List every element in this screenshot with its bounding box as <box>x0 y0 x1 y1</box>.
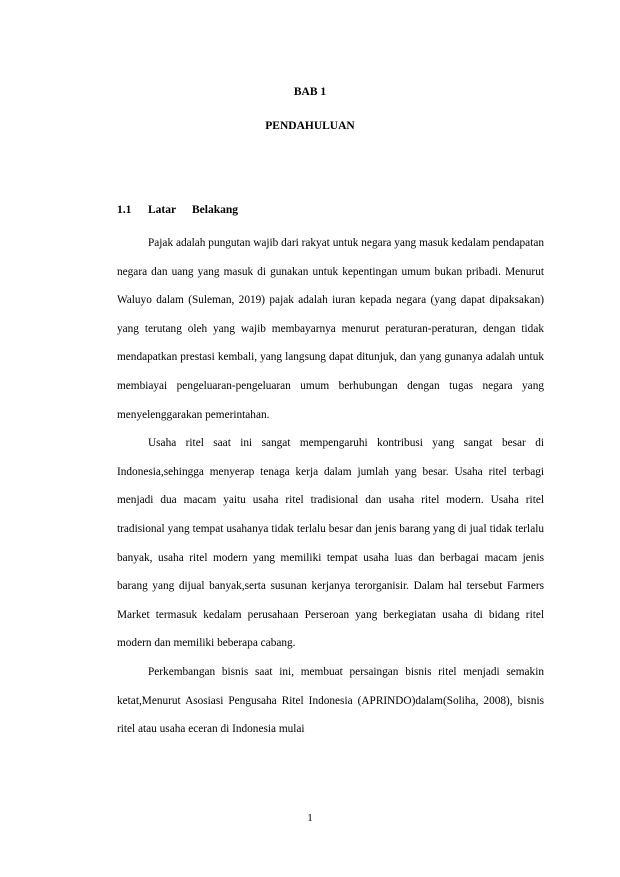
chapter-number: BAB 1 <box>293 86 327 98</box>
page-number: 1 <box>307 812 313 824</box>
section-heading <box>117 204 238 216</box>
chapter-title: PENDAHULUAN <box>265 120 355 132</box>
section-number: 1.1 <box>117 204 132 216</box>
body-text <box>117 229 544 744</box>
paragraph-usaha-ritel: Usaha ritel saat ini sangat mempengaruhi kontribusi yang sangat besar di Indonesia,sehingga menyerap tenaga kerja dalam jumlah yang besar. Usaha ritel terbagi menjadi dua macam yaitu usaha ritel tradisional dan usaha ritel modern. Usaha ritel tradisional yang tempat usahanya tidak terlalu besar dan jenis barang yang di jual tidak terlalu banyak, usaha ritel modern yang memiliki tempat usaha luas dan berbagai macam jenis barang yang dijual banyak,serta susunan kerjanya terorganisir. Dalam hal tersebut Farmers Market termasuk kedalam perusahaan Perseroan yang berkegiatan usaha di bidang ritel modern dan memiliki beberapa cabang. <box>117 437 544 650</box>
paragraph-pajak: Pajak adalah pungutan wajib dari rakyat untuk negara yang masuk kedalam pendapatan negara dan uang yang masuk di gunakan untuk kepentingan umum bukan pribadi. Menurut Waluyo dalam (Suleman, 2019) pajak adalah iuran kepada negara (yang dapat dipaksakan) yang terutang oleh yang wajib membayarnya menurut peraturan-peraturan, dengan tidak mendapatkan prestasi kembali, yang langsung dapat ditunjuk, dan yang gunanya adalah untuk membiayai pengeluaran-pengeluaran umum berhubungan dengan tugas negara yang menyelenggarakan pemerintahan. <box>117 237 544 421</box>
paragraph-perkembangan-bisnis: Perkembangan bisnis saat ini, membuat persaingan bisnis ritel menjadi semakin ketat,Menurut Asosiasi Pengusaha Ritel Indonesia (APRINDO)dalam(Soliha, 2008), bisnis ritel atau usaha eceran di Indonesia mulai <box>117 665 544 736</box>
section-title-word-1: Latar <box>148 204 177 216</box>
section-title-word-2: Belakang <box>192 204 239 216</box>
